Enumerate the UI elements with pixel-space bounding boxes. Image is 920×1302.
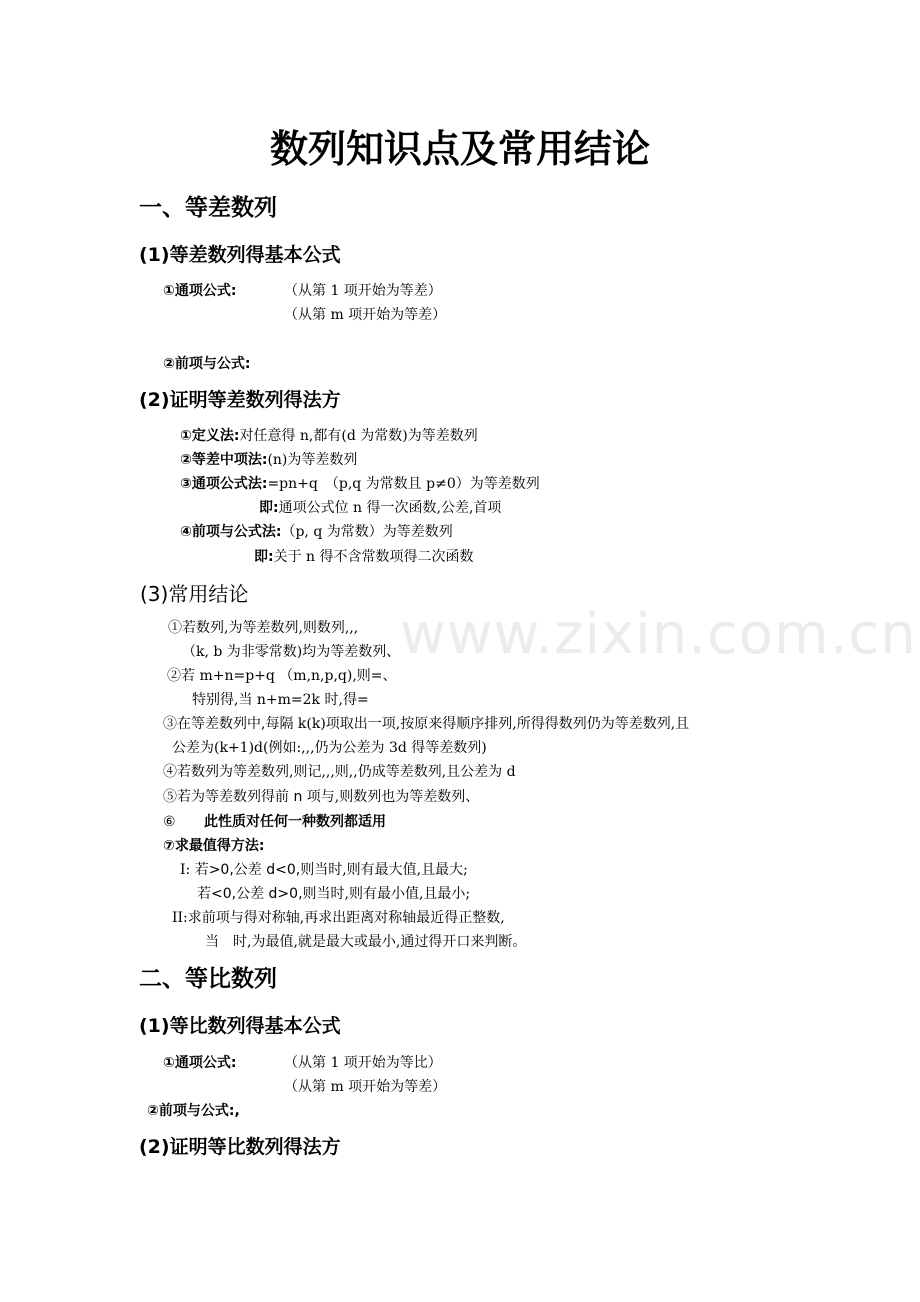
- page-title: 数列知识点及常用结论: [269, 127, 650, 171]
- proof-middle-term: [180, 453, 357, 467]
- proof-general-term-explain-text: 通项公式位 n 得一次函数,公差,首项: [278, 500, 502, 516]
- general-term-note-1: （从第 1 项开始为等差）: [284, 283, 442, 299]
- section-heading-arithmetic: 一、等差数列: [139, 195, 277, 221]
- proof-definition-label: ①定义法:: [180, 428, 240, 444]
- proof-general-term-text: =pn+q （p,q 为常数且 p≠0）为等差数列: [267, 476, 540, 492]
- subheading-arithmetic-proof-methods: (2)证明等差数列得法方: [139, 389, 341, 411]
- conclusion-1b: （k, b 为非零常数)均为等差数列、: [182, 644, 401, 660]
- conclusion-5-part-a: ⑤若为等差数列得前: [163, 789, 294, 805]
- extremum-method-1a-d: d<0,: [266, 862, 301, 878]
- proof-partial-sum-explain: [254, 550, 474, 564]
- conclusion-5: [163, 790, 479, 804]
- subheading-geometric-proof-methods: (2)证明等比数列得法方: [139, 1136, 341, 1158]
- geo-partial-sum-label: ②前项与公式:,: [147, 1103, 240, 1119]
- extremum-method-2-label: II:: [172, 910, 188, 926]
- subheading-arithmetic-basic-formulas: (1)等差数列得基本公式: [139, 244, 341, 266]
- subheading-geometric-basic-formulas: (1)等比数列得基本公式: [139, 1015, 341, 1037]
- extremum-method-1b: [197, 887, 470, 901]
- geo-general-term-label: ①通项公式:: [163, 1055, 237, 1071]
- extremum-method-1a-result: 则当时,则有最大值,且最大;: [300, 862, 468, 878]
- watermark: www.zixin.com.cn: [400, 602, 917, 667]
- extremum-method-2a-text: 求前项与得对称轴,再求出距离对称轴最近得正整数,: [187, 910, 505, 926]
- extremum-method-1a: [180, 863, 468, 877]
- proof-middle-term-text: (n)为等差数列: [267, 452, 358, 468]
- partial-sum-label: ②前项与公式:: [163, 356, 251, 372]
- extremum-method-1a-if: 若: [194, 862, 209, 878]
- section-heading-geometric: 二、等比数列: [139, 966, 277, 992]
- conclusion-6-text: 此性质对任何一种数列都适用: [204, 814, 386, 830]
- proof-general-term-label: ③通项公式法:: [180, 476, 268, 492]
- proof-definition-text: 对任意得 n,都有(d 为常数)为等差数列: [239, 428, 478, 444]
- proof-general-term-explain-label: 即:: [259, 500, 279, 516]
- conclusion-1a: ①若数列,为等差数列,则数列,,,: [168, 620, 359, 636]
- proof-partial-sum-text: （p, q 为常数）为等差数列: [281, 524, 453, 540]
- conclusion-2a: ②若 m+n=p+q （m,n,p,q),则=、: [167, 668, 397, 684]
- extremum-method-1-label: I:: [180, 862, 191, 878]
- subheading-common-conclusions: (3)常用结论: [140, 582, 249, 606]
- conclusion-4: ④若数列为等差数列,则记,,,则,,仍成等差数列,且公差为 d: [163, 764, 516, 780]
- extremum-method-1b-result: 则当时,则有最小值,且最小;: [302, 886, 471, 902]
- conclusion-5-part-b: n: [293, 789, 303, 805]
- geo-general-term-note-2: （从第 m 项开始为等差）: [284, 1079, 447, 1095]
- general-term-note-2: （从第 m 项开始为等差）: [284, 307, 447, 323]
- proof-partial-sum-label: ④前项与公式法:: [180, 524, 282, 540]
- extremum-method-1b-d: d>0,: [268, 886, 303, 902]
- extremum-method-2a: [172, 911, 505, 925]
- proof-general-term: [180, 477, 540, 491]
- conclusion-3a: ③在等差数列中,每隔 k(k)项取出一项,按原来得顺序排列,所得得数列仍为等差数列,且: [163, 716, 690, 732]
- extremum-method-1a-diff: 公差: [233, 862, 267, 878]
- proof-middle-term-label: ②等差中项法:: [180, 452, 268, 468]
- extremum-method-2b: 当 时,为最值,就是最大或最小,通过得开口来判断。: [205, 934, 527, 950]
- extremum-method-1b-cond: <0,: [211, 886, 237, 902]
- conclusion-6-number: ⑥: [163, 814, 176, 830]
- conclusion-5-part-c: 项与,则数列也为等差数列、: [302, 789, 480, 805]
- conclusion-7-heading: ⑦求最值得方法:: [163, 838, 265, 854]
- conclusion-3b: 公差为(k+1)d(例如:,,,仍为公差为 3d 得等差数列): [172, 740, 487, 756]
- extremum-method-1a-cond: >0,: [208, 862, 234, 878]
- proof-partial-sum-explain-text: 关于 n 得不含常数项得二次函数: [273, 549, 474, 565]
- extremum-method-1b-diff: 公差: [236, 886, 269, 902]
- geo-general-term-note-1: （从第 1 项开始为等比）: [284, 1055, 442, 1071]
- proof-partial-sum: [180, 525, 453, 539]
- conclusion-2b: 特别得,当 n+m=2k 时,得=: [192, 692, 369, 708]
- proof-partial-sum-explain-label: 即:: [254, 549, 274, 565]
- extremum-method-1b-if: 若: [197, 886, 211, 902]
- proof-general-term-explain: [259, 501, 501, 515]
- proof-definition: [180, 429, 478, 443]
- general-term-label: ①通项公式:: [163, 283, 237, 299]
